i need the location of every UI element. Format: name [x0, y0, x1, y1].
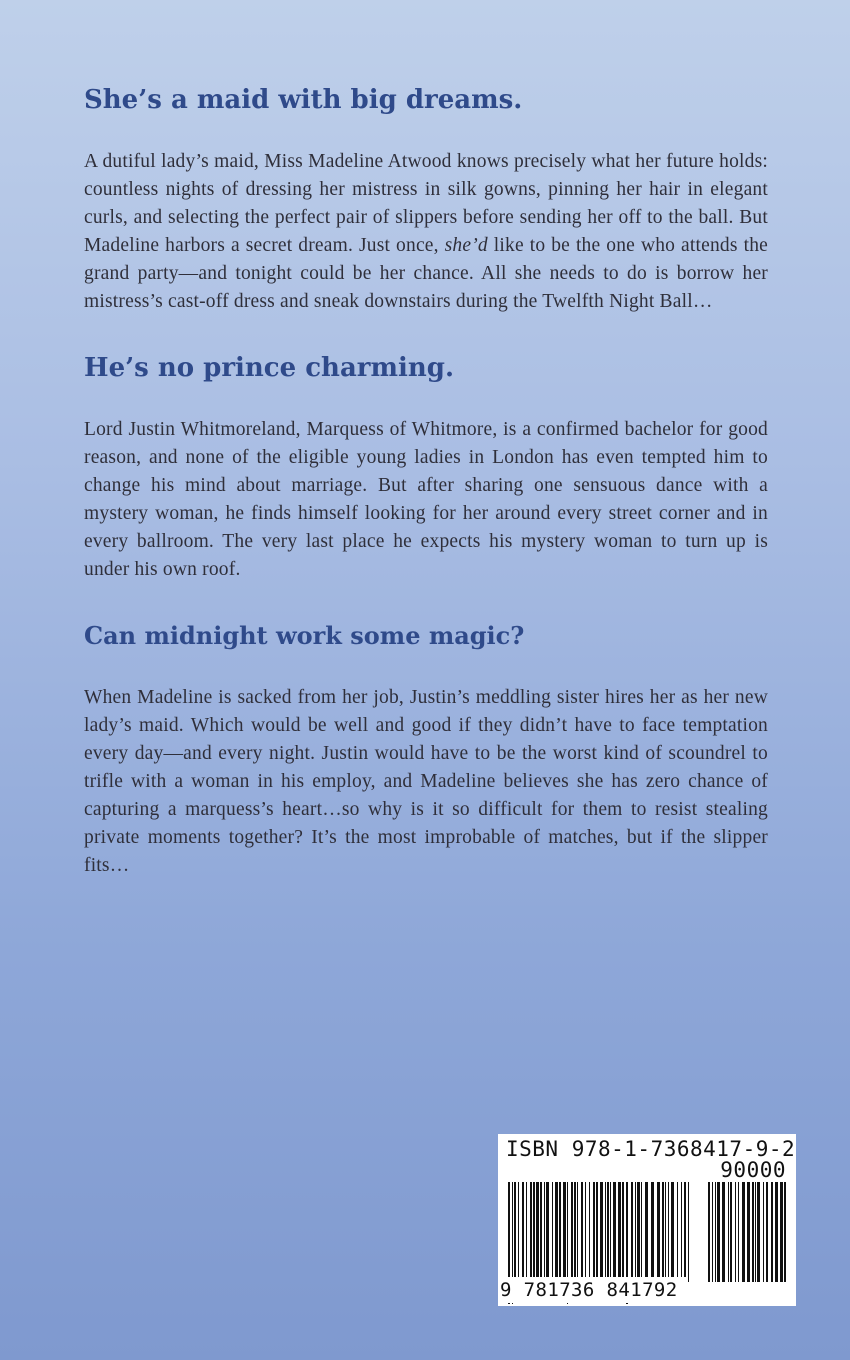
barcode-bar — [775, 1182, 778, 1282]
barcode-bar — [780, 1182, 783, 1282]
barcode-bar — [645, 1182, 648, 1282]
barcode-bar — [681, 1182, 682, 1282]
barcode-bar — [618, 1182, 621, 1282]
barcode-bar — [651, 1182, 654, 1282]
barcode-bar — [771, 1182, 773, 1282]
paragraph-madeline — [84, 148, 768, 316]
barcode-bar — [708, 1182, 710, 1282]
barcode-bar — [600, 1182, 603, 1282]
barcode-bar — [784, 1182, 786, 1282]
price-addon-bars — [704, 1182, 790, 1304]
barcode-bar — [536, 1182, 539, 1282]
barcode-bar — [637, 1182, 640, 1282]
barcode-bar — [662, 1182, 664, 1282]
barcode-bar — [635, 1182, 636, 1282]
barcode-bar — [631, 1182, 633, 1282]
barcode-bar — [610, 1182, 611, 1282]
barcode-bar — [559, 1182, 561, 1282]
heading-prince-charming: He’s no prince charming. — [84, 353, 455, 383]
barcode-bar — [530, 1182, 532, 1282]
barcode-bar — [544, 1182, 545, 1282]
barcode-bar — [766, 1182, 768, 1282]
barcode-bar — [522, 1182, 524, 1282]
heading-maid-dreams: She’s a maid with big dreams. — [84, 85, 523, 115]
paragraph-madeline-part-1: A dutiful lady’s maid, Miss Madeline Atwood knows precisely what her future holds: countless nights of dressing her mistress in silk gowns, pinning her hair in elegant curls, and selecting the perfect pair of slippers before sending her off to the ball. But Madeline harbors a secret dream. Just once, — [84, 151, 768, 256]
paragraph-justin: Lord Justin Whitmoreland, Marquess of Whitmore, is a confirmed bachelor for good reason, and none of the eligible young ladies in London has even tempted him to change his mind about marriage. But after sharing one sensuous dance with a mystery woman, he finds himself looking for her around every street corner and in every ballroom. The very last place he expects his mystery woman to turn up is under his own roof. — [84, 419, 768, 580]
barcode-bar — [596, 1182, 598, 1282]
barcode-bar — [526, 1182, 527, 1282]
barcode-bar — [757, 1182, 760, 1282]
barcode-bar — [763, 1182, 764, 1282]
barcode-bar — [518, 1182, 519, 1282]
barcode-bar — [688, 1182, 689, 1282]
barcode-bar — [677, 1182, 678, 1282]
isbn-label: ISBN 978-1-7368417-9-2 — [506, 1137, 796, 1161]
barcode-digits: 9 781736 841792 — [500, 1277, 688, 1303]
barcode-bar — [747, 1182, 750, 1282]
barcode-bar — [533, 1182, 535, 1282]
barcode-bar — [717, 1182, 720, 1282]
barcode-bar — [552, 1182, 553, 1282]
barcode-bar — [755, 1182, 756, 1282]
barcode-bar — [728, 1182, 729, 1282]
barcode-bar — [752, 1182, 754, 1282]
emphasis-shed: she’d — [444, 235, 488, 256]
barcode-bar — [742, 1182, 745, 1282]
barcode-bar — [571, 1182, 573, 1282]
price-code: 90000 — [720, 1158, 786, 1182]
barcode-bar — [735, 1182, 736, 1282]
blurb — [84, 82, 768, 880]
barcode-bar — [613, 1182, 616, 1282]
paragraph-madeline-part-2: like to be the one who attends the grand party—and tonight could be her chance. All she needs to do is borrow her mistress’s cast-off dress and sneak downstairs during the Twelfth Night Ball… — [84, 235, 768, 312]
barcode-bar — [581, 1182, 583, 1282]
barcode-bar — [555, 1182, 558, 1282]
paragraph-midnight: When Madeline is sacked from her job, Justin’s meddling sister hires her as her new lady’s maid. Which would be well and good if they didn’t have to face temptation every day—and every night. Justin would have to be the worst kind of scoundrel to trifle with a woman in his employ, and Madeline believes she has zero chance of capturing a marquess’s heart…so why is it so difficult for them to resist stealing private moments together? It’s the most improbable of matches, but if the slipper fits… — [84, 687, 768, 876]
barcode-bar — [684, 1182, 686, 1282]
barcode-bar — [563, 1182, 566, 1282]
barcode-bar — [607, 1182, 609, 1282]
barcode-bar — [593, 1182, 595, 1282]
barcode-bar — [738, 1182, 739, 1282]
barcode-bar — [540, 1182, 542, 1282]
barcode-bar — [574, 1182, 576, 1282]
barcode-bar — [722, 1182, 725, 1282]
barcode-bar — [715, 1182, 716, 1282]
heading-midnight-magic: Can midnight work some magic? — [84, 621, 525, 650]
barcode-bar — [668, 1182, 669, 1282]
barcode-bar — [514, 1182, 516, 1282]
barcode-bar — [671, 1182, 674, 1282]
barcode-bar — [577, 1182, 578, 1282]
barcode-bar — [730, 1182, 732, 1282]
barcode-bar — [546, 1182, 549, 1282]
barcode-bar — [712, 1182, 713, 1282]
isbn-barcode — [498, 1134, 796, 1306]
barcode-bar — [585, 1182, 586, 1282]
barcode-bar — [665, 1182, 666, 1282]
barcode-bar — [641, 1182, 642, 1282]
barcode-bar — [657, 1182, 660, 1282]
barcode-bar — [589, 1182, 590, 1282]
barcode-bar — [622, 1182, 624, 1282]
barcode-bar — [605, 1182, 606, 1282]
